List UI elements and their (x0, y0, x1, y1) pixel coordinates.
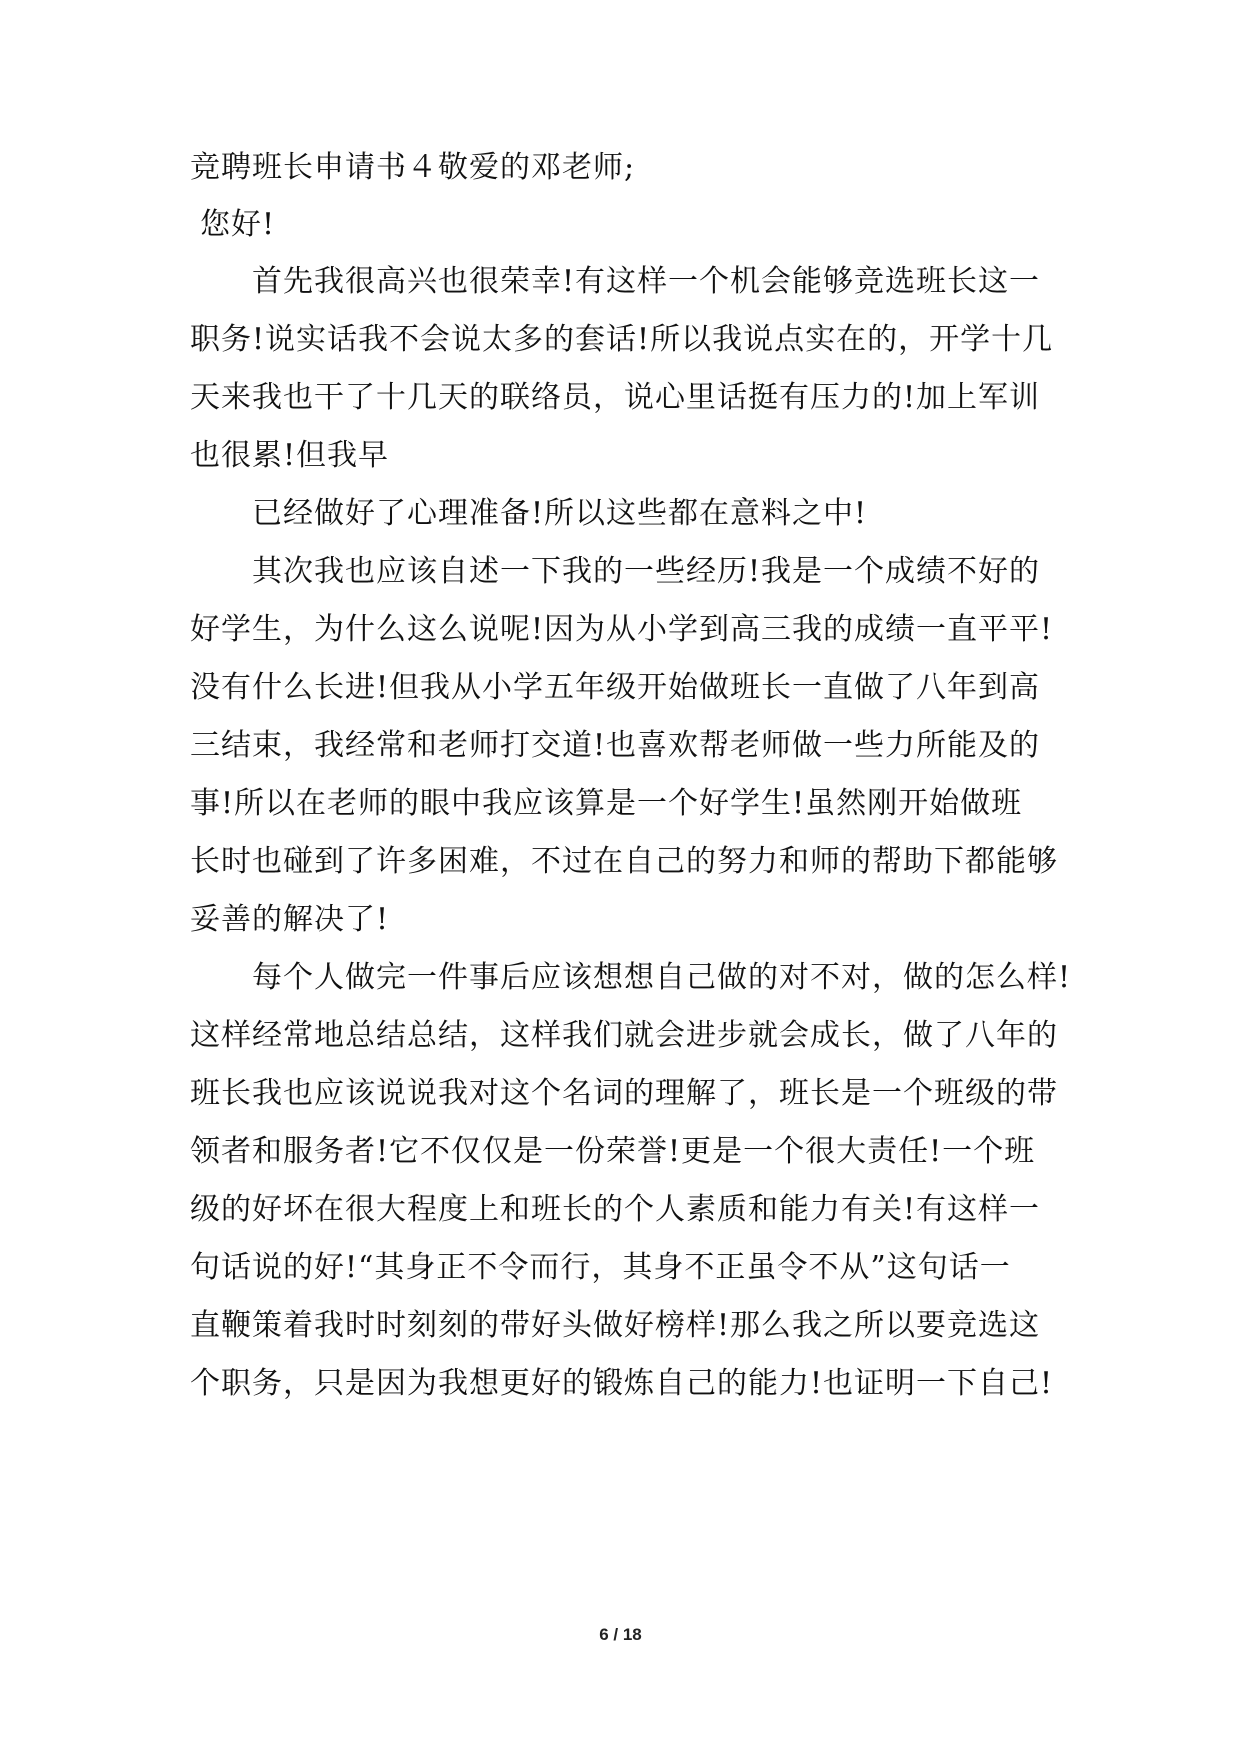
body-line: 每个人做完一件事后应该想想自己做的对不对，做的怎么样! (252, 960, 1072, 995)
body-line: 也很累!但我早 (190, 438, 390, 473)
greeting-line: 您好! (200, 207, 276, 242)
body-line: 班长我也应该说说我对这个名词的理解了，班长是一个班级的带 (190, 1076, 1058, 1111)
body-line: 已经做好了心理准备!所以这些都在意料之中! (252, 496, 868, 531)
body-line: 天来我也干了十几天的联络员，说心里话挺有压力的!加上军训 (190, 380, 1041, 415)
body-line: 直鞭策着我时时刻刻的带好头做好榜样!那么我之所以要竞选这 (190, 1308, 1041, 1343)
body-line: 事!所以在老师的眼中我应该算是一个好学生!虽然刚开始做班 (190, 786, 1023, 821)
body-line: 长时也碰到了许多困难，不过在自己的努力和师的帮助下都能够 (190, 844, 1058, 879)
body-line: 没有什么长进!但我从小学五年级开始做班长一直做了八年到高 (190, 670, 1041, 705)
body-line: 首先我很高兴也很荣幸!有这样一个机会能够竞选班长这一 (252, 264, 1041, 299)
body-line: 句话说的好!“其身正不令而行，其身不正虽令不从”这句话一 (190, 1250, 1011, 1285)
page-number: 6 / 18 (599, 1625, 642, 1644)
body-line: 个职务，只是因为我想更好的锻炼自己的能力!也证明一下自己! (190, 1366, 1054, 1401)
body-line: 其次我也应该自述一下我的一些经历!我是一个成绩不好的 (252, 554, 1041, 589)
body-line: 职务!说实话我不会说太多的套话!所以我说点实在的，开学十几 (190, 322, 1054, 357)
title-line: 竞聘班长申请书４敬爱的邓老师; (190, 150, 636, 185)
body-line: 领者和服务者!它不仅仅是一份荣誉!更是一个很大责任!一个班 (190, 1134, 1036, 1169)
body-line: 三结束，我经常和老师打交道!也喜欢帮老师做一些力所能及的 (190, 728, 1041, 763)
body-line: 妥善的解决了! (190, 902, 390, 937)
body-line: 好学生，为什么这么说呢!因为从小学到高三我的成绩一直平平! (190, 612, 1054, 647)
body-line: 级的好坏在很大程度上和班长的个人素质和能力有关!有这样一 (190, 1192, 1041, 1227)
body-line: 这样经常地总结总结，这样我们就会进步就会成长，做了八年的 (190, 1018, 1058, 1053)
